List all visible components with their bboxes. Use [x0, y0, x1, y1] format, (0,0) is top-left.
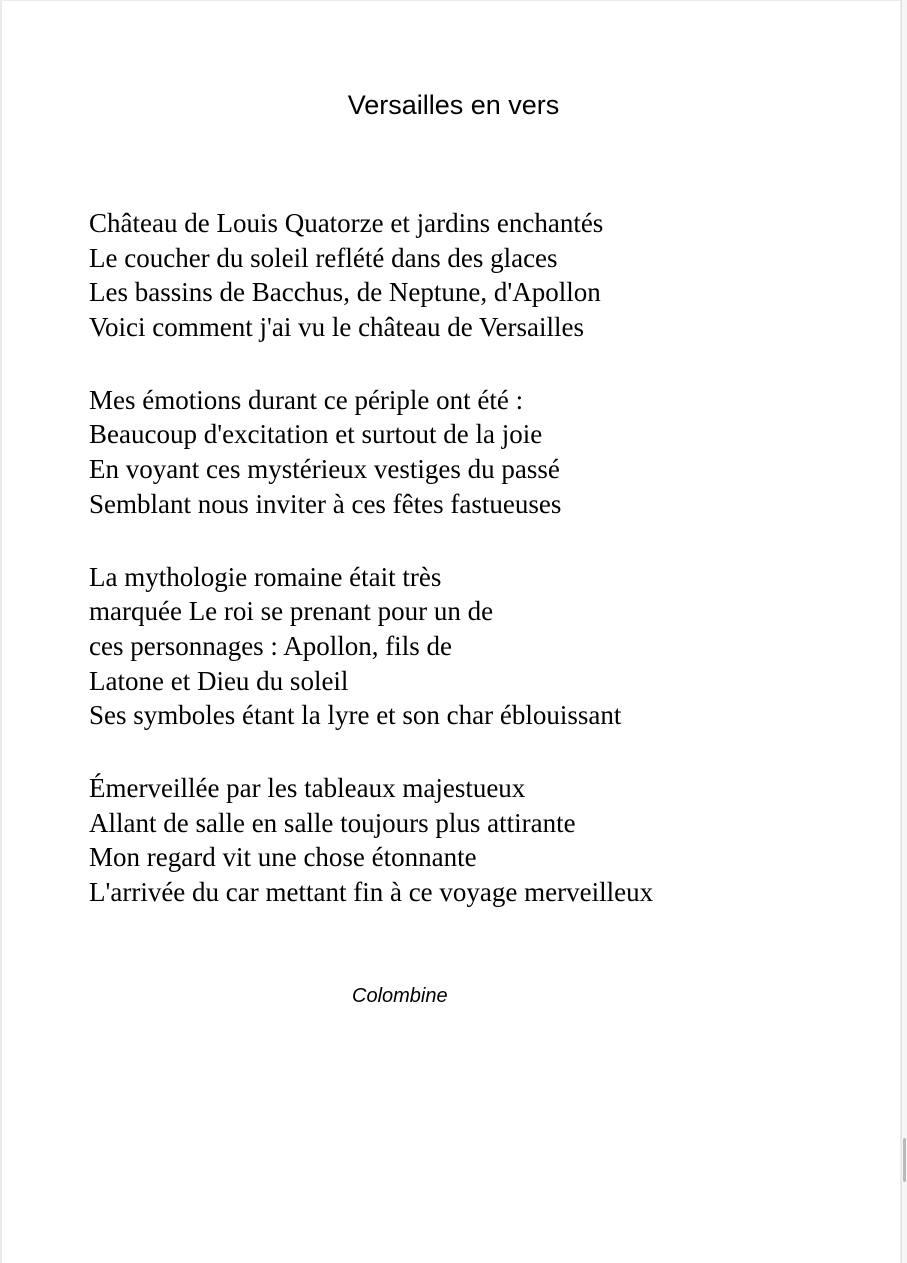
stanza	[89, 771, 653, 909]
stanza	[89, 383, 653, 521]
poem-line: Beaucoup d'excitation et surtout de la joie	[89, 419, 543, 450]
stanza	[89, 206, 653, 344]
poem-title: Versailles en vers	[347, 90, 560, 120]
poem-line: marquée Le roi se prenant pour un de	[89, 596, 494, 627]
poem-line: Les bassins de Bacchus, de Neptune, d'Apollon	[89, 277, 601, 308]
scrollbar-thumb[interactable]	[903, 1138, 906, 1182]
poem-line: Château de Louis Quatorze et jardins enchantés	[89, 208, 604, 238]
poem-line: Mon regard vit une chose étonnante	[89, 842, 477, 873]
poem-line: ces personnages : Apollon, fils de	[89, 630, 452, 661]
poem-line: Émerveillée par les tableaux majestueux	[89, 773, 526, 804]
poem-line: Semblant nous inviter à ces fêtes fastueuses	[89, 488, 562, 519]
poem-line: La mythologie romaine était très	[89, 561, 442, 592]
poem-line: Ses symboles étant la lyre et son char éblouissant	[89, 700, 622, 731]
stanza	[89, 560, 653, 733]
poem-body	[89, 206, 653, 948]
poem-line: L'arrivée du car mettant fin à ce voyage merveilleux	[89, 877, 654, 907]
poem-line: Latone et Dieu du soleil	[89, 665, 349, 696]
scrollbar-track[interactable]	[901, 0, 907, 1263]
poem-line: Allant de salle en salle toujours plus attirante	[89, 807, 576, 838]
poem-line: Mes émotions durant ce périple ont été :	[89, 384, 524, 415]
poem-line: En voyant ces mystérieux vestiges du passé	[89, 454, 560, 485]
author-signature: Colombine	[352, 985, 448, 1007]
poem-line: Voici comment j'ai vu le château de Versailles	[89, 311, 584, 342]
poem-line: Le coucher du soleil reflété dans des glaces	[89, 242, 558, 273]
